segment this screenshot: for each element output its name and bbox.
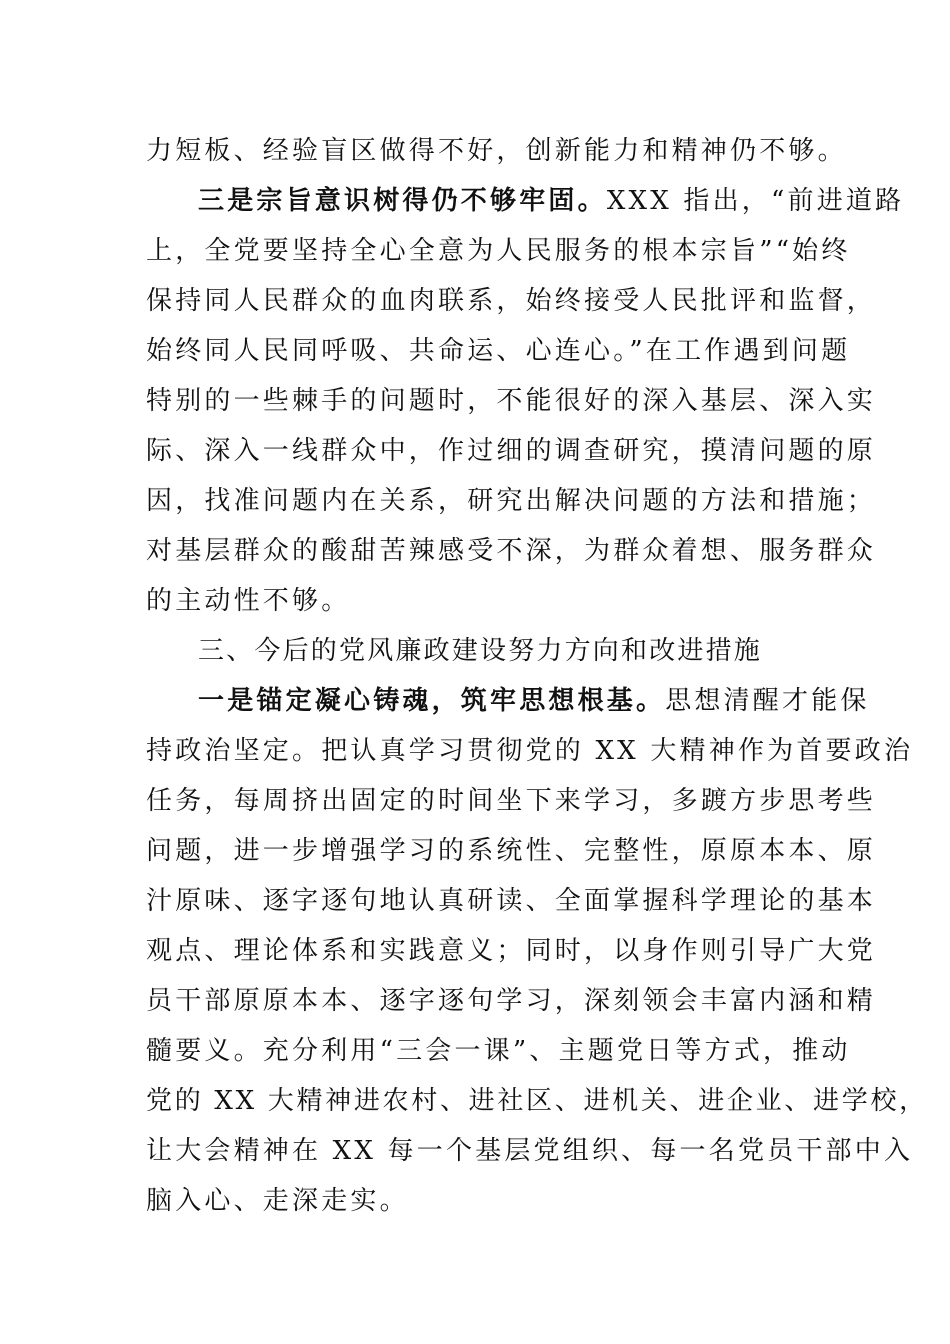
paragraph-line: 让大会精神在 XX 每一个基层党组织、每一名党员干部中入 — [146, 1136, 914, 1166]
paragraph-line: 的主动性不够。 — [146, 586, 351, 616]
paragraph-line: 因，找准问题内在关系，研究出解决问题的方法和措施； — [146, 486, 877, 516]
paragraph-line: 始终同人民同呼吸、共命运、心连心。”在工作遇到问题 — [146, 336, 851, 366]
paragraph-line: 观点、理论体系和实践意义；同时，以身作则引导广大党 — [146, 936, 877, 966]
paragraph-line: 力短板、经验盲区做得不好，创新能力和精神仍不够。 — [146, 136, 847, 166]
paragraph-text: 思想清醒才能保 — [665, 686, 870, 716]
paragraph-line: 髓要义。充分利用“三会一课”、主题党日等方式，推动 — [146, 1036, 851, 1066]
paragraph-line: 持政治坚定。把认真学习贯彻党的 XX 大精神作为首要政治 — [146, 736, 914, 766]
paragraph-line: 问题，进一步增强学习的系统性、完整性，原原本本、原 — [146, 836, 877, 866]
paragraph-line — [198, 684, 870, 718]
paragraph-line: 汁原味、逐字逐句地认真研读、全面掌握科学理论的基本 — [146, 886, 877, 916]
paragraph-line: 际、深入一线群众中，作过细的调查研究，摸清问题的原 — [146, 436, 877, 466]
paragraph-line — [198, 184, 904, 218]
paragraph-line: 员干部原原本本、逐字逐句学习，深刻领会丰富内涵和精 — [146, 986, 877, 1016]
paragraph-line: 保持同人民群众的血肉联系，始终接受人民批评和监督， — [146, 286, 877, 316]
paragraph-text: XXX 指出，“前进道路 — [606, 186, 905, 216]
paragraph-line: 特别的一些棘手的问题时，不能很好的深入基层、深入实 — [146, 386, 877, 416]
paragraph-line: 上，全党要坚持全心全意为人民服务的根本宗旨”“始终 — [146, 236, 851, 266]
paragraph-lead: 一是锚定凝心铸魂，筑牢思想根基。 — [198, 686, 666, 716]
section-heading: 三、今后的党风廉政建设努力方向和改进措施 — [198, 636, 763, 666]
paragraph-line: 对基层群众的酸甜苦辣感受不深，为群众着想、服务群众 — [146, 536, 877, 566]
paragraph-line: 党的 XX 大精神进农村、进社区、进机关、进企业、进学校， — [146, 1086, 928, 1116]
paragraph-lead: 三是宗旨意识树得仍不够牢固。 — [198, 186, 607, 216]
paragraph-line: 任务，每周挤出固定的时间坐下来学习，多踱方步思考些 — [146, 786, 877, 816]
paragraph-line: 脑入心、走深走实。 — [146, 1186, 409, 1216]
